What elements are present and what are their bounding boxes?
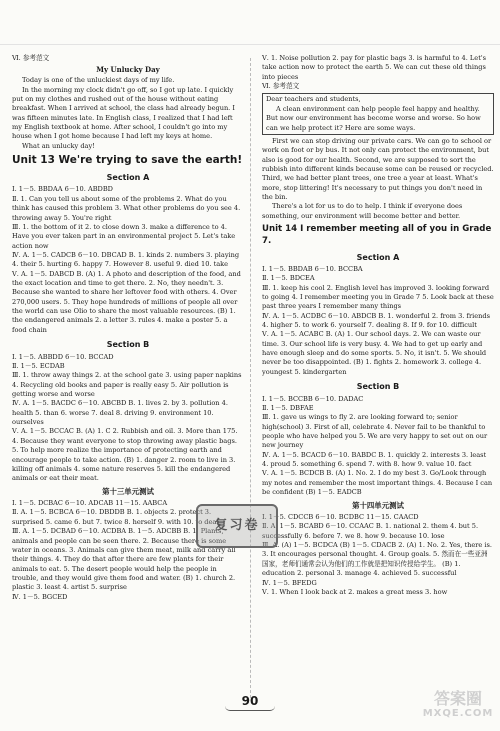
page-number bbox=[225, 690, 275, 712]
watermark-logo bbox=[418, 690, 498, 728]
essay-paragraph: What an unlucky day! bbox=[22, 141, 95, 150]
answer-line: Ⅴ. A. 1－5. DABCD B. (A) 1. A photo and description of the food, and the exact location and time to get there. 2. No, they needn't. 3. Because she wanted to share her leftover food with others. 4. Over 270,000 users. 5. They hope hundreds of millions of people all over the world can use Olio to share the most valuable resources. (B) 1. the endangered animals 2. a letter 3. rules 4. make a poster 5. a food chain bbox=[12, 269, 241, 334]
answer-line: Ⅴ. 1. Noise pollution 2. pay for plastic bags 3. is harmful to 4. Let's take action now to protect the earth 5. We can cut these old things into pieces bbox=[262, 54, 487, 81]
watermark-line2: MXQE.COM bbox=[422, 708, 494, 719]
essay-salutation: Dear teachers and students, bbox=[266, 95, 361, 104]
answer-line: Ⅰ. 1－5. DCBAC 6－10. ADCAB 11－15. AABCA bbox=[12, 499, 168, 508]
section-b-title: Section B bbox=[106, 340, 150, 350]
unit-14-test-title: 第十四单元测试 bbox=[352, 500, 404, 510]
page-number-text: 90 bbox=[241, 694, 259, 708]
answer-line: Ⅲ. A. (A) 1－5. BCDCA (B) 1－5. CDACB 2. (A) 1. No. 2. Yes, there is. 3. It encourages personal thought. 4. Group goals. 5. 然而在一些亚洲国家，老师们通常会认为他们的工作就是把知识传授给学生。 (B) 1. education 2. personal 3. manage 4. achieved 5. successful bbox=[262, 541, 493, 578]
essay-paragraph: First we can stop driving our private cars. We can go to school or work on foot or by bus. It not only can protect the environment, but also is good for our health. Second, we are supposed to sort the rubbish into different kinds because some can be reused or recycled. Third, we had better plant trees, one tree a year at least. What's more, stop littering! It's necessary to put things you don't need in the bin. bbox=[262, 136, 494, 202]
essay-paragraph: A clean environment can help people feel happy and healthy. But now our environment has become worse and worse. So how can we help protect it? Here are some ways. bbox=[266, 104, 481, 132]
answer-line: Ⅱ. 1－5. ECDAB bbox=[12, 361, 65, 370]
essay-paragraph: In the morning my clock didn't go off, so I got up late. I quickly put on my clothes and rushed out of the house without eating breakfast. When I arrived at school, the class had already begun. I was fifteen minutes late. In English class, I realized that I had left my English textbook at home. After school, I couldn't go into my house when I got home because I had left my keys at home. bbox=[12, 85, 235, 141]
stamp-mark: 复习卷 bbox=[196, 504, 278, 548]
section-a-title: Section A bbox=[106, 173, 150, 183]
answer-line: Ⅱ. A. 1－5. BCBCA 6－10. DBDDB B. 1. objects 2. protect 3. surprised 5. came 6. but 7. twice 8. herself 9. with 10. to deal bbox=[12, 508, 219, 526]
unit-13-test-title: 第十三单元测试 bbox=[102, 486, 154, 496]
answer-line: Ⅰ. 1－5. BCCBB 6－10. DADAC bbox=[262, 394, 364, 403]
top-rule bbox=[0, 44, 500, 45]
answer-line: Ⅳ. A. 1－5. BACDC 6－10. ABCBD B. 1. lives 2. by 3. pollution 4. health 5. than 6. worse 7. deal 8. driving 9. environment 10. ourselves bbox=[12, 399, 228, 427]
answer-line: Ⅲ. 1. gave us wings to fly 2. are looking forward to; senior high(school) 3. First of all, celebrate 4. Never fail to be thankful to people who have helped you 5. We are very happy to set out on our new journey bbox=[262, 413, 488, 450]
answer-line: Ⅱ. 1. Can you tell us about some of the problems 2. What do you think has caused this problem 3. What other problems do you see 4. throwing away 5. You're right bbox=[12, 194, 241, 222]
answer-line: Ⅳ. 1－5. BGCED bbox=[12, 592, 68, 601]
page-number-ornament bbox=[225, 706, 275, 711]
unit-13-title: Unit 13 We're trying to save the earth! bbox=[12, 154, 243, 167]
unit-14-title: Unit 14 I remember meeting all of you in Grade 7. bbox=[262, 224, 492, 247]
answer-line: Ⅱ. 1－5. DBFAE bbox=[262, 403, 314, 412]
answer-line: Ⅴ. 1. When I look back at 2. makes a great mess 3. how bbox=[262, 587, 448, 596]
answer-line: Ⅲ. 1. throw away things 2. at the school gate 3. using paper napkins 4. Recycling old books and paper is really easy 5. Air pollution is getting worse and worse bbox=[12, 371, 242, 398]
answer-line: Ⅱ. A. 1－5. BCABD 6－10. CCAAC B. 1. national 2. them 4. but 5. successfully 6. before 7. we 8. how 9. because 10. lose bbox=[262, 522, 479, 540]
column-divider bbox=[250, 58, 251, 698]
answer-line: Ⅳ. A. 1－5. ACDBC 6－10. ABDCB B. 1. wonderful 2. from 3. friends 4. higher 5. to work 6. yourself 7. dealing 8. If 9. for 10. difficult bbox=[262, 311, 490, 330]
essay-title: My Unlucky Day bbox=[96, 65, 160, 75]
section-a-title: Section A bbox=[356, 252, 400, 262]
watermark-line1: 答案圈 bbox=[433, 689, 482, 708]
answer-line: Ⅲ. 1. the bottom of it 2. to close down 3. make a difference to 4. Have you ever taken part in an environmental project 5. Let's take action now bbox=[12, 222, 236, 250]
answer-line: Ⅰ. 1－5. ABBDD 6－10. BCCAD bbox=[12, 352, 114, 361]
essay-heading: Ⅵ. 参考范文 bbox=[12, 54, 50, 62]
answer-line: Ⅲ. A. 1－5. DCBAD 6－10. ACDBA B. 1－5. ADCBB B. 1. Plants, animals and people can be seen there. 2. Because there is some water in oceans. 3. Animals can give them meat, milk and carry all their things. 4. They do that after there are few plants for their animals to eat. 5. The desert people would help the people in trouble, and they would give them food and water. (B) 1. church 2. plastic 3. least 4. artist 5. surprise bbox=[12, 527, 236, 592]
answer-line: Ⅲ. 1. keep his cool 2. English level has improved 3. looking forward to going 4. I remember meeting you in Grade 7 5. Look back at these past three years I remember many things bbox=[262, 283, 494, 311]
answer-line: Ⅴ. A. 1－5. BCCAC B. (A) 1. C 2. Rubbish and oil. 3. More than 175. 4. Because they want everyone to stop throwing away plastic bags. 5. To help more realize the importance of protecting earth and encourage people to take action. (B) 1. danger 2. room to live in 3. killing off animals 4. some nature reserves 5. kill the endangered animals or eat their meat. bbox=[12, 427, 238, 483]
answer-line: Ⅴ. A. 1－5. ACABC B. (A) 1. Our school days. 2. We can waste our time. 3. Our school life is very busy. 4. We had to get up early and have enough sleep and do some sports. 5. No, it isn't. 5. We should never be too disappointed. (B) 1. fights 2. homework 3. college 4. youngest 5. kindergarten bbox=[262, 330, 487, 376]
answer-line: Ⅰ. 1－5. BBDAB 6－10. BCCBA bbox=[262, 264, 363, 273]
section-b-title: Section B bbox=[356, 382, 400, 392]
answer-line: Ⅳ. A. 1－5. BCACD 6－10. BABDC B. 1. quickly 2. interests 3. least 4. proud 5. something 6. spend 7. with 8. how 9. value 10. fact bbox=[262, 450, 487, 469]
answer-line: Ⅴ. A. 1－5. BCDCB B. (A) 1. No. 2. I do my best 3. Go/Look through my notes and remember the most important things. 4. Because I can be confident (B) 1－5. EADCB bbox=[262, 469, 493, 497]
answer-line: Ⅰ. 1－5. CDCCB 6－10. BCDBC 11－15. CAACD bbox=[262, 513, 419, 522]
essay-boxed-intro bbox=[262, 93, 494, 134]
right-column bbox=[262, 54, 494, 597]
essay-heading: Ⅵ. 参考范文 bbox=[262, 82, 300, 91]
essay-paragraph: There's a lot for us to do to help. I think if everyone does something, our environment will become better and better. bbox=[262, 202, 463, 220]
answer-line: Ⅳ. 1－5. BFEDG bbox=[262, 578, 317, 587]
answer-line: Ⅳ. A. 1－5. CADCB 6－10. DBCAD B. 1. kinds 2. numbers 3. playing 4. their 5. hurting 6. happy 7. However 8. useful 9. died 10. take bbox=[12, 250, 240, 269]
answer-line: Ⅰ. 1－5. BBDAA 6－10. ABDBD bbox=[12, 185, 113, 194]
answer-line: Ⅱ. 1－5. BDCEA bbox=[262, 274, 315, 283]
essay-paragraph: Today is one of the unluckiest days of my life. bbox=[22, 76, 175, 85]
